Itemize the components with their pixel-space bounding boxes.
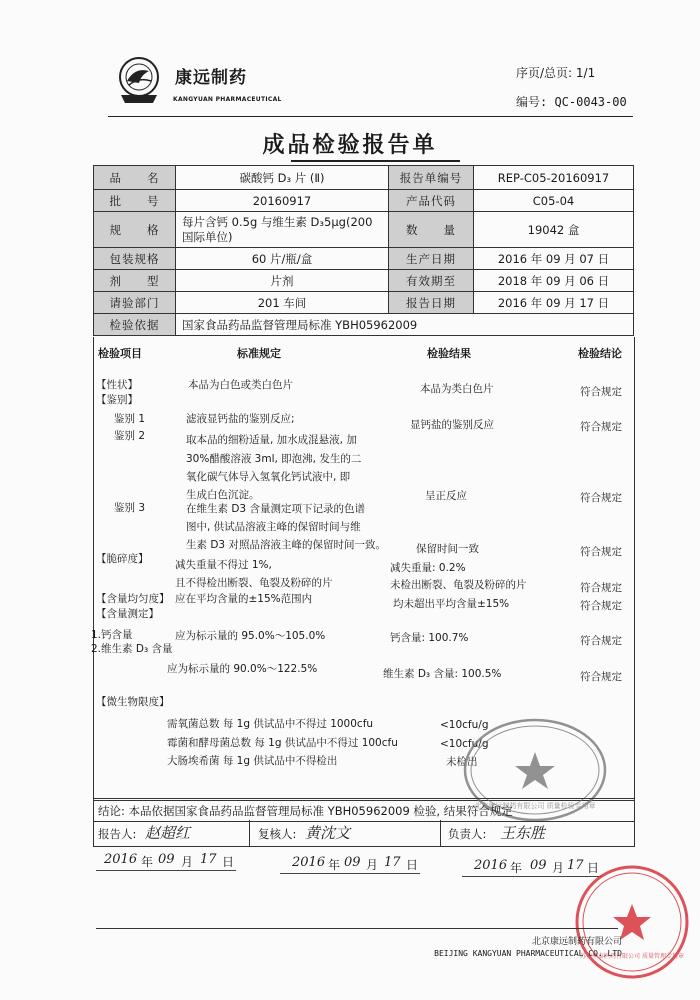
quantity-label: 数 量 — [389, 212, 474, 248]
product-info-table — [93, 165, 634, 336]
quantity: 19042 盒 — [474, 212, 634, 248]
col-header-standard: 标准规定 — [237, 347, 281, 360]
date1-month: 09 — [158, 852, 175, 867]
reporter-label: 报告人: — [98, 827, 137, 841]
basis-label: 检验依据 — [94, 314, 176, 336]
uniformity-heading: 【含量均匀度】 — [96, 593, 170, 605]
signature-divider-1 — [249, 820, 250, 846]
header-divider — [108, 116, 633, 117]
requesting-dept: 201 车间 — [176, 292, 389, 314]
date1-underline — [96, 870, 236, 871]
date2-day: 17 — [384, 855, 401, 870]
col-header-conclusion: 检验结论 — [578, 347, 622, 360]
page-number: 序页/总页: 1/1 — [516, 66, 596, 80]
ident2-standard-3: 氧化碳气体导入氢氧化钙试液中, 即 — [186, 471, 351, 483]
date3-day: 17 — [567, 858, 584, 873]
expiry-date: 2018 年 09 月 06 日 — [474, 270, 634, 292]
friability-conclusion: 符合规定 — [580, 582, 622, 594]
stamp1-text: 北京康远制药有限公司 质量检验专用章 — [474, 802, 596, 810]
ident2-conclusion: 符合规定 — [580, 492, 622, 504]
report-date-label: 报告日期 — [389, 292, 474, 314]
assay2-result: 维生素 D₃ 含量: 100.5% — [383, 668, 502, 680]
spec-label: 规 格 — [94, 212, 176, 248]
dosage-form-label: 剂 型 — [94, 270, 176, 292]
date1-day: 17 — [200, 852, 217, 867]
conclusion-text: 结论: 本品依据国家食品药品监督管理局标准 YBH05962009 检验, 结果符合规定 — [98, 804, 513, 818]
ident3-standard-2: 图中, 供试品溶液主峰的保留时间与维 — [186, 521, 361, 533]
package-label: 包装规格 — [94, 248, 176, 270]
friability-heading: 【脆碎度】 — [96, 553, 149, 565]
date2-y: 年 — [328, 858, 341, 872]
assay2-standard: 应为标示量的 90.0%～122.5% — [167, 663, 318, 675]
report-no: REP-C05-20160917 — [474, 166, 634, 190]
date2-year: 2016 — [292, 855, 326, 870]
appearance-conclusion: 符合规定 — [580, 386, 622, 398]
date3-month: 09 — [530, 858, 547, 873]
assay2-conclusion: 符合规定 — [580, 671, 622, 683]
col-header-result: 检验结果 — [427, 347, 471, 360]
date2-underline — [280, 873, 420, 874]
friability-standard-2: 且不得检出断裂、龟裂及粉碎的片 — [175, 577, 333, 589]
ident2-standard-4: 生成白色沉淀。 — [186, 489, 260, 501]
appearance-standard: 本品为白色或类白色片 — [188, 379, 293, 391]
product-name-label: 品 名 — [94, 166, 176, 190]
product-name: 碳酸钙 D₃ 片 (Ⅱ) — [176, 166, 389, 190]
ident3-standard-1: 在维生素 D3 含量测定项下记录的色谱 — [186, 503, 365, 515]
appearance-heading: 【性状】 — [96, 379, 138, 391]
dosage-form: 片剂 — [176, 270, 389, 292]
company-name-cn: 康远制药 — [175, 68, 247, 88]
date2-month: 09 — [344, 855, 361, 870]
product-code: C05-04 — [474, 190, 634, 212]
date1-year: 2016 — [104, 852, 138, 867]
company-logo — [115, 55, 163, 107]
dept-label: 请验部门 — [94, 292, 176, 314]
spec-line-2: 国际单位) — [182, 229, 233, 244]
mfg-date: 2016 年 09 月 07 日 — [474, 248, 634, 270]
friability-result-1: 减失重量: 0.2% — [390, 562, 466, 574]
ident3-result: 保留时间一致 — [416, 543, 479, 555]
reviewer-signature: 黄沈文 — [305, 824, 351, 842]
report-no-label: 报告单编号 — [389, 166, 474, 190]
microbial-1-result: <10cfu/g — [440, 719, 489, 731]
footer-divider — [96, 928, 618, 929]
product-code-label: 产品代码 — [389, 190, 474, 212]
microbial-3-standard: 大肠埃希菌 每 1g 供试品中不得检出 — [167, 755, 338, 767]
test-basis: 国家食品药品监督管理局标准 YBH05962009 — [176, 314, 634, 336]
red-company-seal — [572, 862, 692, 982]
ident1-standard: 滤液显钙盐的鉴别反应; — [186, 413, 295, 425]
footer-company-cn: 北京康远制药有限公司 — [531, 937, 622, 947]
microbial-2-result: <10cfu/g — [440, 738, 489, 750]
batch-number: 20160917 — [176, 190, 389, 212]
footer-company-en: BEIJING KANGYUAN PHARMACEUTICAL CO.,LTD — [434, 949, 622, 958]
responsible-signature: 王东胜 — [500, 824, 546, 842]
date3-y: 年 — [510, 861, 523, 875]
microbial-heading: 【微生物限度】 — [96, 696, 170, 708]
company-name-en: KANGYUAN PHARMACEUTICAL — [173, 96, 282, 103]
friability-result-2: 未检出断裂、龟裂及粉碎的片 — [390, 579, 527, 591]
document-number: 编号: QC-0043-00 — [516, 95, 627, 109]
assay1-conclusion: 符合规定 — [580, 635, 622, 647]
ident2-label: 鉴别 2 — [114, 430, 146, 442]
spec-line-1: 每片含钙 0.5g 与维生素 D₃5μg(200 — [182, 214, 373, 229]
uniformity-result: 均未超出平均含量±15% — [393, 598, 510, 610]
ident2-standard-1: 取本品的细粉适量, 加水成混悬液, 加 — [186, 434, 357, 446]
assay1-result: 钙含量: 100.7% — [390, 632, 469, 644]
page-title: 成品检验报告单 — [262, 133, 438, 158]
expiry-label: 有效期至 — [389, 270, 474, 292]
ident3-label: 鉴别 3 — [114, 502, 146, 514]
assay-heading: 【含量测定】 — [96, 608, 159, 620]
assay1-label: 1.钙含量 — [91, 629, 133, 641]
date3-year: 2016 — [474, 858, 508, 873]
friability-standard-1: 减失重量不得过 1%, — [175, 559, 272, 571]
microbial-1-standard: 需氧菌总数 每 1g 供试品中不得过 1000cfu — [167, 718, 374, 730]
date1-m: 月 — [181, 855, 194, 869]
microbial-2-standard: 霉菌和酵母菌总数 每 1g 供试品中不得过 100cfu — [167, 737, 398, 749]
mfg-date-label: 生产日期 — [389, 248, 474, 270]
date1-y: 年 — [141, 855, 154, 869]
reviewer-label: 复核人: — [258, 827, 297, 841]
package-spec: 60 片/瓶/盒 — [176, 248, 389, 270]
assay1-standard: 应为标示量的 95.0%～105.0% — [175, 630, 326, 642]
date3-d: 日 — [587, 861, 600, 875]
ident1-result: 显钙盐的鉴别反应 — [410, 419, 494, 431]
ident2-standard-2: 30%醋酸溶液 3ml, 即泡沸, 发生的二 — [186, 453, 362, 465]
report-date: 2016 年 09 月 17 日 — [474, 292, 634, 314]
ident3-conclusion: 符合规定 — [580, 546, 622, 558]
ident3-standard-3: 生素 D3 对照品溶液主峰的保留时间一致。 — [186, 539, 386, 551]
ident1-label: 鉴别 1 — [114, 413, 146, 425]
reporter-signature: 赵超红 — [145, 824, 191, 842]
identification-heading: 【鉴别】 — [96, 394, 138, 406]
responsible-label: 负责人: — [448, 827, 487, 841]
title-underline — [291, 160, 460, 162]
col-header-item: 检验项目 — [98, 347, 142, 360]
signature-divider-2 — [440, 820, 441, 846]
microbial-3-result: 未检出 — [446, 756, 478, 768]
uniformity-standard: 应在平均含量的±15%范围内 — [175, 593, 313, 605]
stamp2-text: 苏州华泰医药有限公司 质量管理专用章 — [580, 953, 684, 960]
date1-d: 日 — [222, 855, 235, 869]
uniformity-conclusion: 符合规定 — [580, 600, 622, 612]
specification — [176, 212, 389, 248]
date2-m: 月 — [366, 858, 379, 872]
ident2-result: 呈正反应 — [425, 490, 467, 502]
appearance-result: 本品为类白色片 — [420, 383, 494, 395]
ident1-conclusion: 符合规定 — [580, 421, 622, 433]
batch-label: 批 号 — [94, 190, 176, 212]
date2-d: 日 — [406, 858, 419, 872]
assay2-label: 2.维生素 D₃ 含量 — [91, 643, 173, 655]
date3-m: 月 — [552, 861, 565, 875]
